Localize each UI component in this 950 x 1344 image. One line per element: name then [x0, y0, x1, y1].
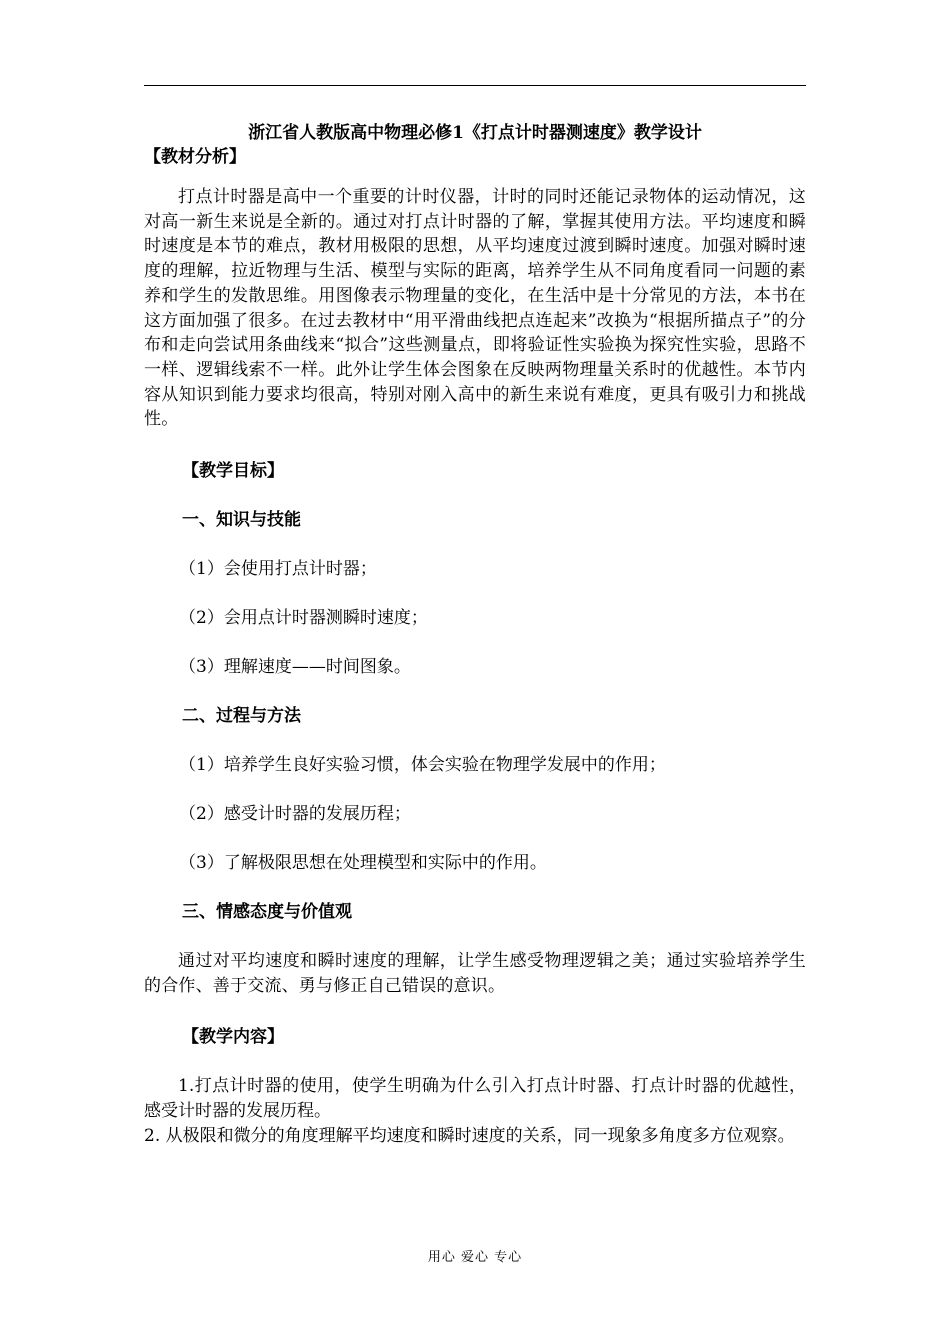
goals-process-heading: 二、过程与方法 — [182, 706, 301, 727]
section-label-content: 【教学内容】 — [182, 1027, 284, 1048]
content-item: 1.打点计时器的使用，使学生明确为什么引入打点计时器、打点计时器的优越性，感受计时器的发展历程。 — [144, 1076, 806, 1122]
emotion-paragraph: 通过对平均速度和瞬时速度的理解，让学生感受物理逻辑之美；通过实验培养学生的合作、善于交流、勇与修正自己错误的意识。 — [144, 951, 806, 996]
list-item: （1）会使用打点计时器； — [179, 559, 377, 580]
list-item: （3）了解极限思想在处理模型和实际中的作用。 — [179, 853, 547, 874]
document-body — [144, 121, 806, 1149]
list-item: （2）感受计时器的发展历程； — [179, 804, 411, 825]
section-label-analysis: 【教材分析】 — [144, 147, 246, 167]
goals-emotion-heading: 三、情感态度与价值观 — [182, 902, 352, 923]
section-label-goals: 【教学目标】 — [182, 461, 284, 482]
list-item: （1）培养学生良好实验习惯，体会实验在物理学发展中的作用； — [179, 755, 666, 776]
page-footer: 用心 爱心 专心 — [427, 1250, 523, 1265]
header-rule — [144, 85, 806, 86]
analysis-paragraph: 打点计时器是高中一个重要的计时仪器，计时的同时还能记录物体的运动情况，这对高一新生来说是全新的。通过对打点计时器的了解，掌握其使用方法。平均速度和瞬时速度是本节的难点，教材用极限的思想，从平均速度过渡到瞬时速度。加强对瞬时速度的理解，拉近物理与生活、模型与实际的距离，培养学生从不同角度看同一问题的素养和学生的发散思维。用图像表示物理量的变化，在生活中是十分常见的方法，本书在这方面加强了很多。在过去教材中“用平滑曲线把点连起来”改换为“根据所描点子”的分布和走向尝试用条曲线来“拟合”这些测量点，即将验证性实验换为探究性实验，思路不一样、逻辑线索不一样。此外让学生体会图象在反映两物理量关系时的优越性。本节内容从知识到能力要求均很高，特别对刚入高中的新生来说有难度，更具有吸引力和挑战性。 — [144, 187, 806, 430]
list-item: （3）理解速度——时间图象。 — [179, 657, 411, 678]
goals-knowledge-heading: 一、知识与技能 — [182, 510, 301, 531]
content-item: 2. 从极限和微分的角度理解平均速度和瞬时速度的关系，同一现象多角度多方位观察。 — [144, 1125, 795, 1146]
document-title: 浙江省人教版高中物理必修1《打点计时器测速度》教学设计 — [248, 123, 702, 143]
list-item: （2）会用点计时器测瞬时速度； — [179, 608, 428, 629]
